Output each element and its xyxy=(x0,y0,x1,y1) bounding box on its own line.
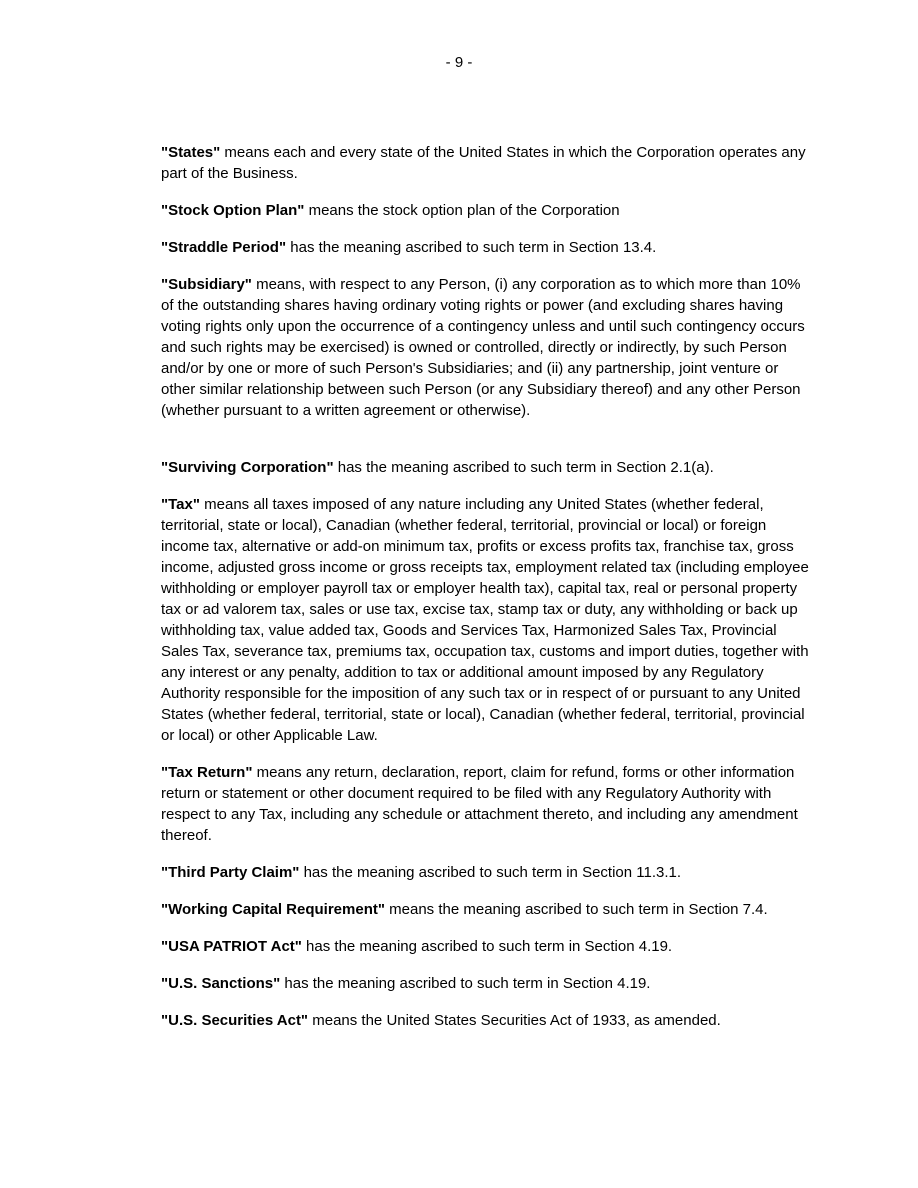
definition-text: means all taxes imposed of any nature including any United States (whether federal, territorial, state or local), Canadian (whether federal, territorial, provincial or local) or foreign income tax, alternative or add-on minimum tax, profits or excess profits tax, franchise tax, gross income, adjusted gross income or gross receipts tax, employment related tax (including employee withholding or employer payroll tax or employer health tax), capital tax, real or personal property tax or ad valorem tax, sales or use tax, excise tax, stamp tax or duty, any withholding or back up withholding tax, value added tax, Goods and Services Tax, Harmonized Sales Tax, Provincial Sales Tax, severance tax, premiums tax, occupation tax, customs and import duties, together with any interest or any penalty, addition to tax or additional amount imposed by any Regulatory Authority responsible for the imposition of any such tax or in respect of or pursuant to any United States (whether federal, territorial, state or local), Canadian (whether federal, territorial, provincial or local) or other Applicable Law. xyxy=(161,496,809,744)
defined-term: "Working Capital Requirement" xyxy=(161,901,385,918)
definition-text: has the meaning ascribed to such term in Section 11.3.1. xyxy=(299,864,682,881)
definition-text: has the meaning ascribed to such term in Section 2.1(a). xyxy=(333,459,714,476)
defined-term: "Subsidiary" xyxy=(161,276,252,293)
document-body xyxy=(161,142,809,1047)
definition-paragraph-straddle-period xyxy=(161,237,809,258)
defined-term: "Third Party Claim" xyxy=(161,864,300,881)
definition-text: means, with respect to any Person, (i) any corporation as to which more than 10% of the outstanding shares having ordinary voting rights or power (and excluding shares having voting rights only upon the occurrence of a contingency unless and until such contingency occurs and such rights may be exercised) is owned or controlled, directly or indirectly, by such Person and/or by one or more of such Person's Subsidiaries; and (ii) any partnership, joint venture or other similar relationship between such Person (or any Subsidiary thereof) and any other Person (whether pursuant to a written agreement or otherwise). xyxy=(161,276,805,419)
definition-paragraph-states xyxy=(161,142,809,184)
definition-paragraph-us-sanctions xyxy=(161,973,809,994)
definition-text: means the United States Securities Act of 1933, as amended. xyxy=(308,1012,721,1029)
defined-term: "States" xyxy=(161,144,221,161)
defined-term: "Stock Option Plan" xyxy=(161,202,305,219)
defined-term: "U.S. Securities Act" xyxy=(161,1012,309,1029)
defined-term: "USA PATRIOT Act" xyxy=(161,938,302,955)
definition-paragraph-tax xyxy=(161,494,809,746)
definition-paragraph-tax-return xyxy=(161,762,809,846)
definition-text: means each and every state of the United States in which the Corporation operates any part of the Business. xyxy=(161,144,806,182)
definition-paragraph-subsidiary xyxy=(161,274,809,421)
definition-paragraph-third-party-claim xyxy=(161,862,809,883)
definition-paragraph-surviving-corporation xyxy=(161,457,809,478)
defined-term: "Tax" xyxy=(161,496,200,513)
definition-text: means the meaning ascribed to such term in Section 7.4. xyxy=(384,901,768,918)
definition-text: has the meaning ascribed to such term in Section 13.4. xyxy=(286,239,657,256)
definition-text: has the meaning ascribed to such term in Section 4.19. xyxy=(280,975,651,992)
definition-paragraph-stock-option-plan xyxy=(161,200,809,221)
definition-text: means the stock option plan of the Corporation xyxy=(304,202,620,219)
definition-text: has the meaning ascribed to such term in Section 4.19. xyxy=(301,938,673,955)
defined-term: "Tax Return" xyxy=(161,764,253,781)
defined-term: "Surviving Corporation" xyxy=(161,459,334,476)
page-number: - 9 - xyxy=(445,54,473,71)
definition-paragraph-us-securities-act xyxy=(161,1010,809,1031)
defined-term: "Straddle Period" xyxy=(161,239,287,256)
defined-term: "U.S. Sanctions" xyxy=(161,975,281,992)
definition-text: means any return, declaration, report, claim for refund, forms or other information return or statement or other document required to be filed with any Regulatory Authority with respect to any Tax, including any schedule or attachment thereto, and including any amendment thereof. xyxy=(161,764,798,844)
definition-paragraph-working-capital-requirement xyxy=(161,899,809,920)
definition-paragraph-usa-patriot-act xyxy=(161,936,809,957)
